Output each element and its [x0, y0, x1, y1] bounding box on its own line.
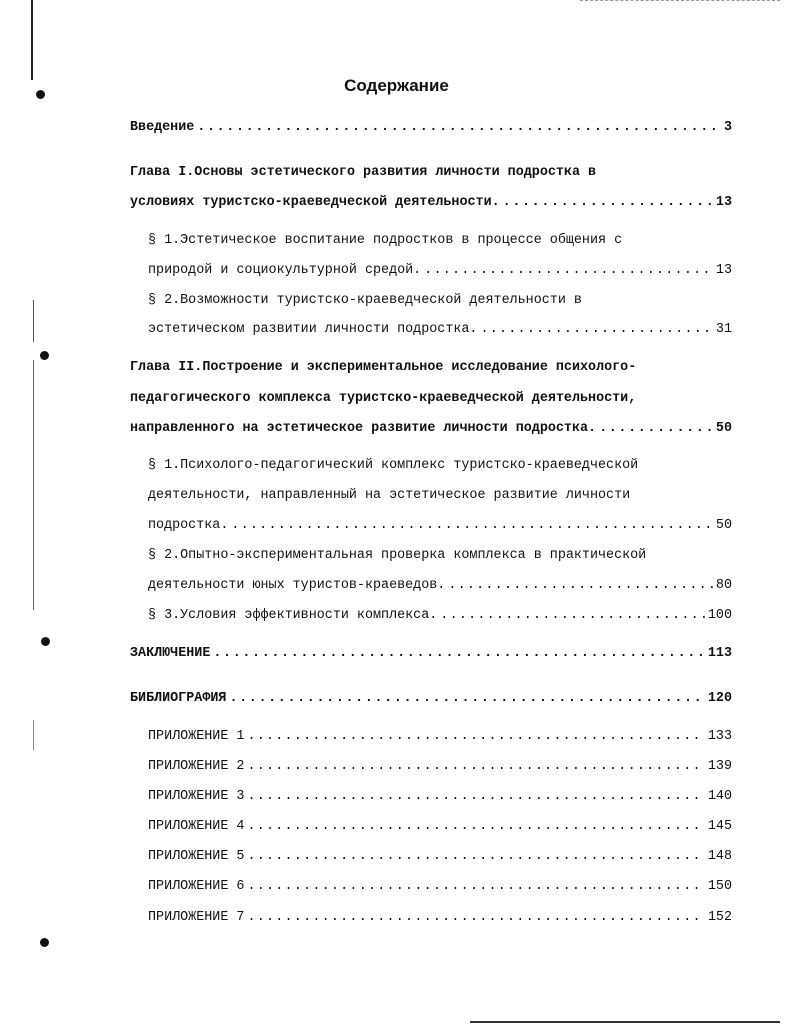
page-number: 133 [707, 729, 732, 744]
scan-top-marks [580, 0, 780, 4]
page-number: 3 [723, 120, 732, 135]
page-number: 145 [707, 819, 732, 834]
punch-hole-icon [40, 351, 49, 360]
scan-margin-line [33, 300, 34, 342]
page-number: 31 [715, 322, 732, 337]
toc-entry-appendix-1: ПРИЛОЖЕНИЕ 1 . . . 133 [148, 727, 732, 747]
scan-margin-line [31, 0, 33, 80]
leader-dots [480, 320, 712, 340]
page-number: 152 [707, 910, 732, 925]
toc-entry-chapter2-end: направленного на эстетическое развитие личности подростка. . . . 50 [130, 419, 732, 439]
page-number: 150 [707, 879, 732, 894]
toc-entry-bibliography: БИБЛИОГРАФИЯ . . . 120 [130, 689, 732, 709]
page-number: 120 [707, 691, 732, 706]
page-number: 113 [707, 646, 732, 661]
toc-entry-conclusion: ЗАКЛЮЧЕНИЕ . . . 113 [130, 644, 732, 664]
page-number: 50 [715, 421, 732, 436]
page-number: 100 [707, 608, 732, 623]
page-number: 139 [707, 759, 732, 774]
leader-dots [231, 516, 713, 536]
toc-entry-chapter2: Глава II.Построение и экспериментальное исследование психолого- [130, 360, 637, 375]
toc-entry-section-2-1-cont: деятельности, направленный на эстетическое развитие личности [148, 488, 631, 503]
toc-entry-appendix-5: ПРИЛОЖЕНИЕ 5 . . . 148 [148, 847, 732, 867]
toc-entry-section-1-2: § 2.Возможности туристско-краеведческой деятельности в [148, 293, 582, 308]
leader-dots [247, 727, 704, 747]
page-number: 148 [707, 849, 732, 864]
leader-dots [440, 606, 705, 626]
leader-dots [424, 261, 713, 281]
toc-entry-intro: Введение . . . 3 [130, 118, 732, 138]
leader-dots [247, 847, 704, 867]
scan-margin-line [33, 360, 34, 610]
leader-dots [247, 757, 704, 777]
leader-dots [247, 908, 704, 928]
scan-margin-line [33, 720, 34, 750]
toc-entry-section-1-2-end: эстетическом развитии личности подростка. . . . 31 [148, 320, 732, 340]
toc-entry-appendix-7: ПРИЛОЖЕНИЕ 7 . . . 152 [148, 908, 732, 928]
page-title: Содержание [344, 76, 449, 95]
leader-dots [229, 689, 704, 709]
page-number: 140 [707, 789, 732, 804]
page-number: 13 [715, 195, 732, 210]
leader-dots [448, 576, 713, 596]
leader-dots [197, 118, 721, 138]
punch-hole-icon [41, 637, 50, 646]
toc-entry-appendix-6: ПРИЛОЖЕНИЕ 6 . . . 150 [148, 877, 732, 897]
toc-entry-appendix-4: ПРИЛОЖЕНИЕ 4 . . . 145 [148, 817, 732, 837]
leader-dots [503, 193, 713, 213]
toc-entry-section-1-1-end: природой и социокультурной средой. . . . 13 [148, 261, 732, 281]
toc-entry-section-1-1: § 1.Эстетическое воспитание подростков в процессе общения с [148, 233, 623, 248]
leader-dots [247, 787, 704, 807]
toc-entry-section-2-2: § 2.Опытно-экспериментальная проверка комплекса в практической [148, 548, 647, 563]
toc-entry-appendix-3: ПРИЛОЖЕНИЕ 3 . . . 140 [148, 787, 732, 807]
punch-hole-icon [40, 938, 49, 947]
toc-entry-section-2-1: § 1.Психолого-педагогический комплекс туристско-краеведческой [148, 458, 639, 473]
leader-dots [247, 877, 704, 897]
scan-bottom-line [470, 1021, 780, 1023]
leader-dots [247, 817, 704, 837]
toc-entry-chapter1-end: условиях туристско-краеведческой деятельности. . . . 13 [130, 193, 732, 213]
leader-dots [213, 644, 705, 664]
toc-entry-section-2-3: § 3.Условия эффективности комплекса. . . . 100 [148, 606, 732, 626]
page-number: 13 [715, 263, 732, 278]
toc-entry-section-2-2-end: деятельности юных туристов-краеведов. . . . 80 [148, 576, 732, 596]
toc-entry-chapter2-cont: педагогического комплекса туристско-краеведческой деятельности, [130, 391, 637, 406]
leader-dots [599, 419, 713, 439]
toc-entry-appendix-2: ПРИЛОЖЕНИЕ 2 . . . 139 [148, 757, 732, 777]
toc-entry-section-2-1-end: подростка. . . . 50 [148, 516, 732, 536]
toc-entry-chapter1: Глава I.Основы эстетического развития личности подростка в [130, 165, 597, 180]
page-number: 50 [715, 518, 732, 533]
page-number: 80 [715, 578, 732, 593]
